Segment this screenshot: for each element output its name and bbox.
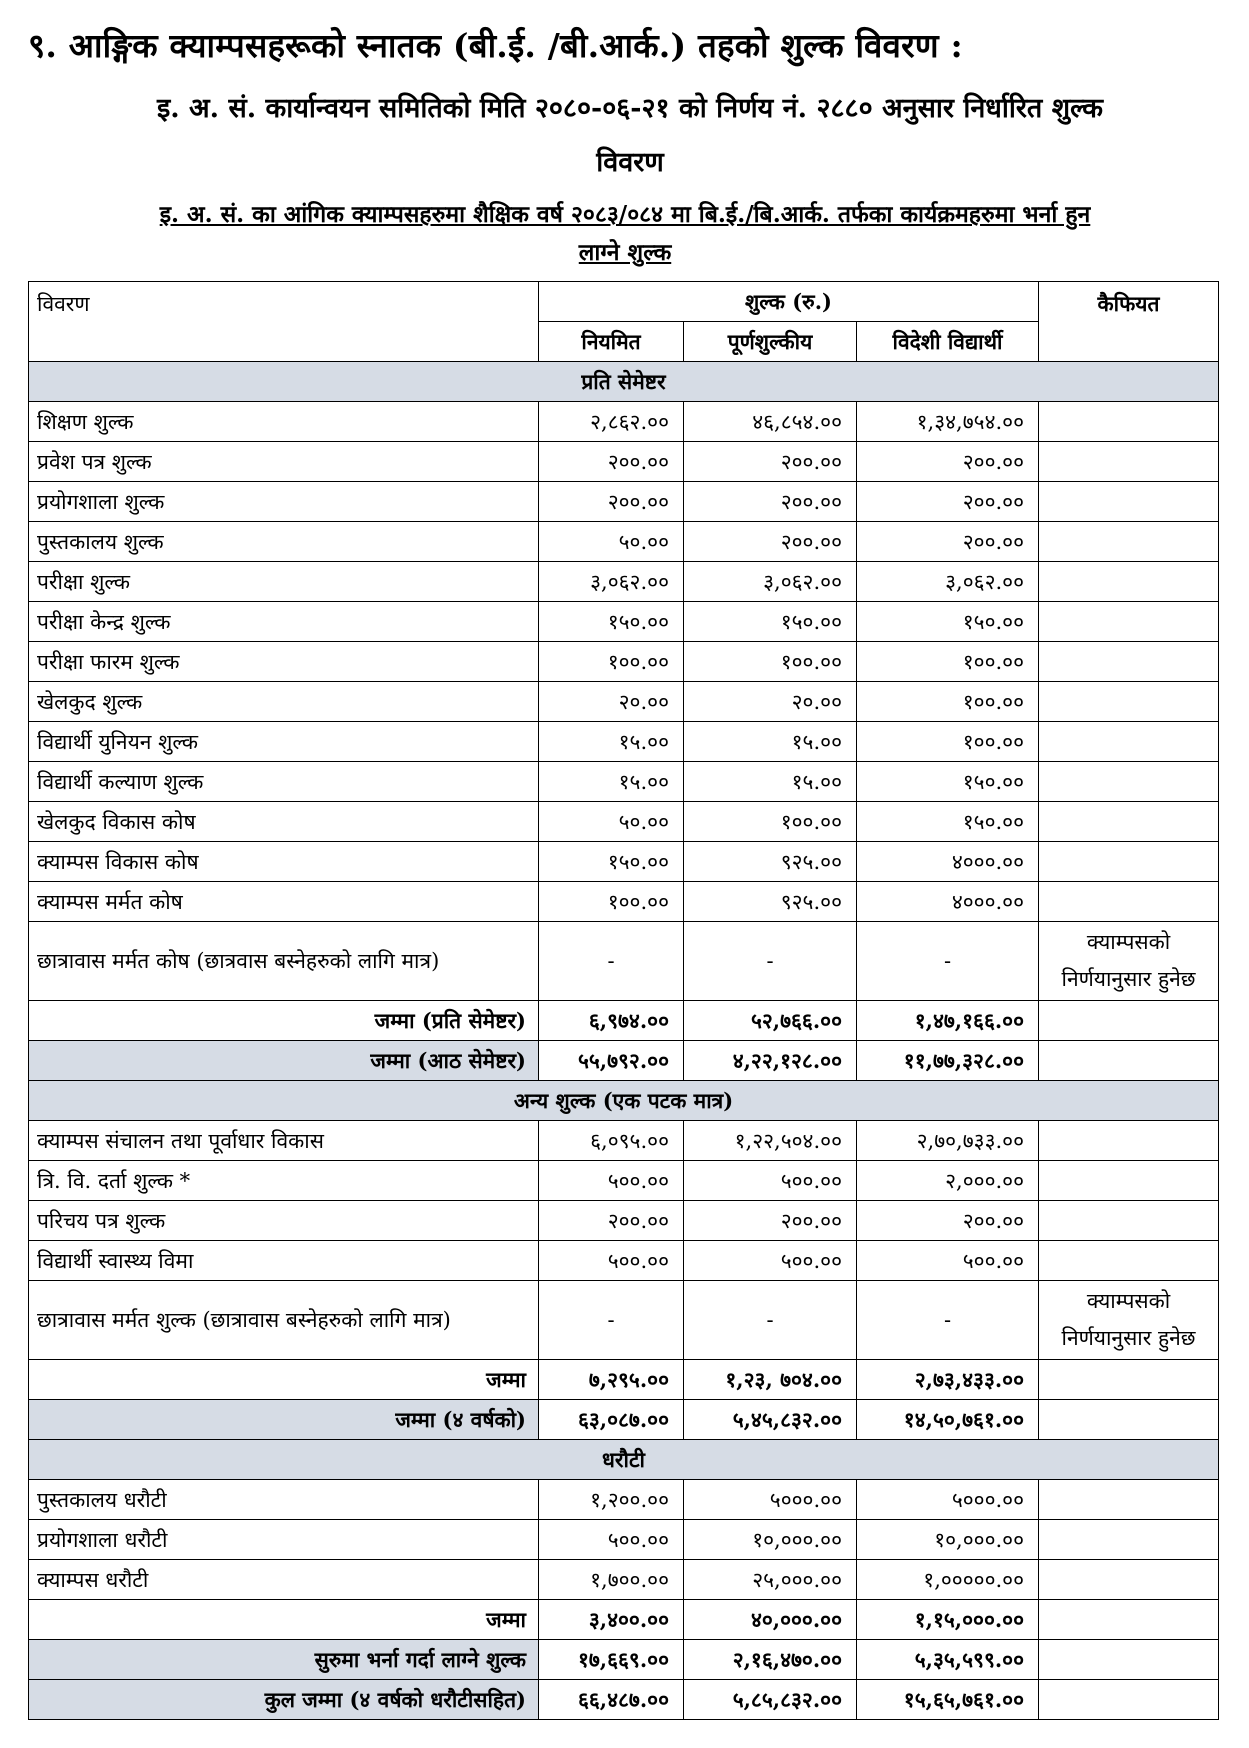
table-row [29,442,1219,482]
section-deposit [29,1440,1219,1480]
table-row [29,562,1219,602]
value-foreign: - [857,1281,1039,1360]
total-eight-semester-row-label: जम्मा (आठ सेमेष्टर) [29,1041,539,1081]
value-full: ९२५.०० [684,842,857,882]
admission-total-row-label: सुरुमा भर्ना गर्दा लाग्ने शुल्क [29,1640,539,1680]
value-full: ५००.०० [684,1241,857,1281]
value-foreign: १००.०० [857,642,1039,682]
row-remark [1039,442,1219,482]
value-foreign: २,०००.०० [857,1161,1039,1201]
row-label: परीक्षा फारम शुल्क [29,642,539,682]
row-remark [1039,602,1219,642]
table-row [29,1560,1219,1600]
total-per-semester-row-full: ५२,७६६.०० [684,1001,857,1041]
row-label: क्याम्पस विकास कोष [29,842,539,882]
row-label: पुस्तकालय धरौटी [29,1480,539,1520]
value-foreign: १०,०००.०० [857,1520,1039,1560]
header-row-1 [29,282,1219,322]
admission-total-row-remark [1039,1640,1219,1680]
row-label: क्याम्पस मर्मत कोष [29,882,539,922]
row-label: क्याम्पस धरौटी [29,1560,539,1600]
value-regular: २,८६२.०० [539,402,684,442]
table-row [29,882,1219,922]
total-one-time-row-remark [1039,1360,1219,1400]
value-full: ९२५.०० [684,882,857,922]
section-one-time-label: अन्य शुल्क (एक पटक मात्र) [29,1081,1219,1121]
header-full-fee: पूर्णशुल्कीय [684,322,857,362]
value-regular: ५००.०० [539,1241,684,1281]
total-deposit-row-full: ४०,०००.०० [684,1600,857,1640]
row-remark [1039,642,1219,682]
row-remark [1039,522,1219,562]
row-remark [1039,1121,1219,1161]
grand-total-row [29,1680,1219,1720]
value-regular: ५०.०० [539,522,684,562]
row-label: परीक्षा केन्द्र शुल्क [29,602,539,642]
value-full: ५०००.०० [684,1480,857,1520]
value-foreign: २,७०,७३३.०० [857,1121,1039,1161]
value-regular: २००.०० [539,482,684,522]
total-four-year-row [29,1400,1219,1440]
section-deposit-label: धरौटी [29,1440,1219,1480]
header-remarks: कैफियत [1039,282,1219,362]
decision-subtitle-line1: इ. अ. सं. कार्यान्वयन समितिको मिति २०८०-०६-२१ को निर्णय नं. २८८० अनुसार निर्धारित शुल्क [156,93,1103,124]
admission-total-row-foreign: ५,३५,५९९.०० [857,1640,1039,1680]
row-label: पुस्तकालय शुल्क [29,522,539,562]
value-regular: ५००.०० [539,1520,684,1560]
row-remark [1039,1480,1219,1520]
value-full: ४६,८५४.०० [684,402,857,442]
table-row [29,1121,1219,1161]
row-label: परीक्षा शुल्क [29,562,539,602]
row-label: प्रवेश पत्र शुल्क [29,442,539,482]
table-row [29,522,1219,562]
total-per-semester-row-regular: ६,९७४.०० [539,1001,684,1041]
section-per-semester [29,362,1219,402]
total-four-year-row-foreign: १४,५०,७६१.०० [857,1400,1039,1440]
grand-total-row-label: कुल जम्मा (४ वर्षको धरौटीसहित) [29,1680,539,1720]
value-foreign: ५००.०० [857,1241,1039,1281]
total-one-time-row-label: जम्मा [29,1360,539,1400]
value-foreign: ४०००.०० [857,882,1039,922]
total-four-year-row-regular: ६३,०८७.०० [539,1400,684,1440]
value-foreign: १५०.०० [857,762,1039,802]
total-one-time-row-full: १,२३, ७०४.०० [684,1360,857,1400]
value-regular: १५.०० [539,762,684,802]
value-regular: २००.०० [539,442,684,482]
row-remark: क्याम्पसको निर्णयानुसार हुनेछ [1039,1281,1219,1360]
value-full: १५.०० [684,722,857,762]
value-foreign: १५०.०० [857,802,1039,842]
value-full: २००.०० [684,442,857,482]
table-caption-line1: इ. अ. सं. का आंगिक क्याम्पसहरुमा शैक्षिक वर्ष २०८३/०८४ मा बि.ई./बि.आर्क. तर्फका कार्यक्रमहरुमा भर्ना हुन [159,201,1091,228]
total-one-time-row [29,1360,1219,1400]
table-row [29,762,1219,802]
table-row [29,802,1219,842]
value-full: ५००.०० [684,1161,857,1201]
table-row [29,842,1219,882]
value-foreign: ४०००.०० [857,842,1039,882]
row-remark [1039,1241,1219,1281]
value-full: २००.०० [684,1201,857,1241]
value-regular: - [539,922,684,1001]
row-remark [1039,482,1219,522]
admission-total-row [29,1640,1219,1680]
value-full: - [684,1281,857,1360]
value-full: २००.०० [684,522,857,562]
row-remark [1039,1161,1219,1201]
section-per-semester-label: प्रति सेमेष्टर [29,362,1219,402]
header-regular: नियमित [539,322,684,362]
total-per-semester-row [29,1001,1219,1041]
admission-total-row-full: २,१६,४७०.०० [684,1640,857,1680]
value-foreign: १,३४,७५४.०० [857,402,1039,442]
row-label: प्रयोगशाला शुल्क [29,482,539,522]
total-deposit-row [29,1600,1219,1640]
grand-total-row-foreign: १५,६५,७६१.०० [857,1680,1039,1720]
grand-total-row-remark [1039,1680,1219,1720]
total-deposit-row-remark [1039,1600,1219,1640]
row-label: त्रि. वि. दर्ता शुल्क * [29,1161,539,1201]
total-per-semester-row-label: जम्मा (प्रति सेमेष्टर) [29,1001,539,1041]
table-row [29,602,1219,642]
total-per-semester-row-foreign: १,४७,१६६.०० [857,1001,1039,1041]
row-label: खेलकुद शुल्क [29,682,539,722]
decision-subtitle-line2: विवरण [596,147,664,178]
value-regular: २००.०० [539,1201,684,1241]
total-eight-semester-row-foreign: ११,७७,३२८.०० [857,1041,1039,1081]
row-remark [1039,762,1219,802]
total-four-year-row-remark [1039,1400,1219,1440]
row-remark [1039,682,1219,722]
row-label: खेलकुद विकास कोष [29,802,539,842]
value-full: २००.०० [684,482,857,522]
row-remark [1039,882,1219,922]
value-foreign: १००.०० [857,722,1039,762]
header-foreign: विदेशी विद्यार्थी [857,322,1039,362]
total-four-year-row-label: जम्मा (४ वर्षको) [29,1400,539,1440]
row-remark [1039,1520,1219,1560]
table-row [29,402,1219,442]
header-fee: शुल्क (रु.) [539,282,1039,322]
row-label: छात्रावास मर्मत कोष (छात्रवास बस्नेहरुको लागि मात्र) [29,922,539,1001]
value-regular: १५०.०० [539,842,684,882]
row-remark [1039,402,1219,442]
row-label: विद्यार्थी युनियन शुल्क [29,722,539,762]
value-foreign: ३,०६२.०० [857,562,1039,602]
value-full: - [684,922,857,1001]
table-row [29,1161,1219,1201]
row-remark [1039,842,1219,882]
table-row [29,482,1219,522]
row-remark [1039,562,1219,602]
value-foreign: १,०००००.०० [857,1560,1039,1600]
value-foreign: २००.०० [857,482,1039,522]
value-regular: २०.०० [539,682,684,722]
table-row [29,922,1219,1001]
grand-total-row-regular: ६६,४८७.०० [539,1680,684,1720]
row-label: परिचय पत्र शुल्क [29,1201,539,1241]
total-one-time-row-regular: ७,२९५.०० [539,1360,684,1400]
value-foreign: २००.०० [857,522,1039,562]
value-full: १०,०००.०० [684,1520,857,1560]
row-label: विद्यार्थी कल्याण शुल्क [29,762,539,802]
total-per-semester-row-remark [1039,1001,1219,1041]
admission-total-row-regular: १७,६६९.०० [539,1640,684,1680]
value-regular: १००.०० [539,882,684,922]
table-caption-line2: लाग्ने शुल्क [578,239,672,266]
page-title: ९. आङ्गिक क्याम्पसहरूको स्नातक (बी.ई. /बी.आर्क.) तहको शुल्क विवरण : [28,26,963,65]
total-one-time-row-foreign: २,७३,४३३.०० [857,1360,1039,1400]
table-row [29,1520,1219,1560]
value-regular: ६,०९५.०० [539,1121,684,1161]
value-foreign: २००.०० [857,442,1039,482]
total-deposit-row-regular: ३,४००.०० [539,1600,684,1640]
row-remark [1039,802,1219,842]
value-full: १,२२,५०४.०० [684,1121,857,1161]
value-regular: १५.०० [539,722,684,762]
table-row [29,642,1219,682]
total-deposit-row-foreign: १,१५,०००.०० [857,1600,1039,1640]
value-foreign: - [857,922,1039,1001]
grand-total-row-full: ५,८५,८३२.०० [684,1680,857,1720]
row-remark [1039,722,1219,762]
value-foreign: ५०००.०० [857,1480,1039,1520]
value-regular: ५०.०० [539,802,684,842]
table-row [29,1201,1219,1241]
table-row [29,682,1219,722]
value-foreign: १००.०० [857,682,1039,722]
total-eight-semester-row-remark [1039,1041,1219,1081]
value-foreign: २००.०० [857,1201,1039,1241]
row-remark: क्याम्पसको निर्णयानुसार हुनेछ [1039,922,1219,1001]
value-regular: १५०.०० [539,602,684,642]
value-regular: १,२००.०० [539,1480,684,1520]
total-deposit-row-label: जम्मा [29,1600,539,1640]
table-row [29,722,1219,762]
row-label: छात्रावास मर्मत शुल्क (छात्रावास बस्नेहरुको लागि मात्र) [29,1281,539,1360]
row-label: क्याम्पस संचालन तथा पूर्वाधार विकास [29,1121,539,1161]
value-regular: ३,०६२.०० [539,562,684,602]
fee-table [28,281,1219,1720]
value-full: २५,०००.०० [684,1560,857,1600]
value-full: १५०.०० [684,602,857,642]
value-foreign: १५०.०० [857,602,1039,642]
total-eight-semester-row-full: ४,२२,१२८.०० [684,1041,857,1081]
total-eight-semester-row-regular: ५५,७९२.०० [539,1041,684,1081]
value-regular: १,७००.०० [539,1560,684,1600]
value-full: १००.०० [684,802,857,842]
row-label: विद्यार्थी स्वास्थ्य विमा [29,1241,539,1281]
value-regular: ५००.०० [539,1161,684,1201]
row-remark [1039,1560,1219,1600]
table-row [29,1480,1219,1520]
row-label: प्रयोगशाला धरौटी [29,1520,539,1560]
total-four-year-row-full: ५,४५,८३२.०० [684,1400,857,1440]
value-regular: - [539,1281,684,1360]
value-full: ३,०६२.०० [684,562,857,602]
section-one-time [29,1081,1219,1121]
row-label: शिक्षण शुल्क [29,402,539,442]
header-description: विवरण [29,282,539,362]
value-full: १५.०० [684,762,857,802]
total-eight-semester-row [29,1041,1219,1081]
value-regular: १००.०० [539,642,684,682]
value-full: १००.०० [684,642,857,682]
table-row [29,1281,1219,1360]
row-remark [1039,1201,1219,1241]
value-full: २०.०० [684,682,857,722]
table-row [29,1241,1219,1281]
